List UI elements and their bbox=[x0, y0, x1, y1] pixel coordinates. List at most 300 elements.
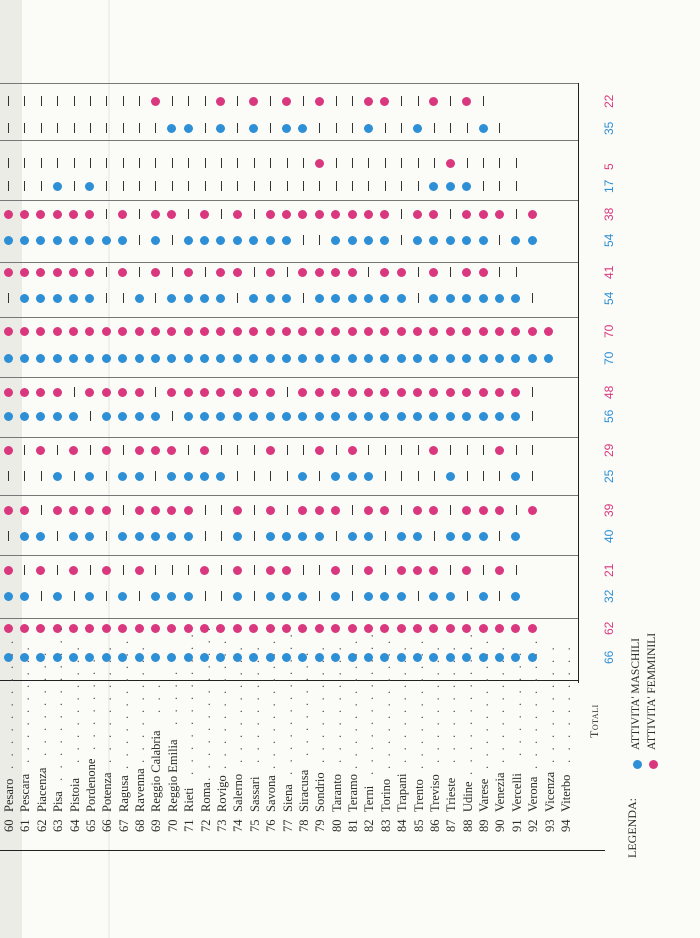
female-activity-dot bbox=[20, 624, 29, 633]
male-activity-dot bbox=[446, 412, 455, 421]
female-activity-dot bbox=[315, 97, 324, 106]
no-activity-dash bbox=[57, 531, 58, 541]
no-activity-dash bbox=[41, 96, 42, 106]
female-activity-dot bbox=[20, 268, 29, 277]
no-activity-dash bbox=[450, 445, 451, 455]
male-activity-dot bbox=[413, 412, 422, 421]
female-activity-dot bbox=[85, 268, 94, 277]
no-activity-dash bbox=[155, 293, 156, 303]
female-activity-dot bbox=[249, 327, 258, 336]
male-activity-dot bbox=[233, 354, 242, 363]
female-activity-dot bbox=[135, 506, 144, 515]
male-activity-dot bbox=[69, 354, 78, 363]
total-male: 17 bbox=[602, 179, 616, 193]
male-activity-dot bbox=[511, 412, 520, 421]
male-activity-dot bbox=[118, 592, 127, 601]
male-activity-dot bbox=[511, 294, 520, 303]
male-activity-dot bbox=[348, 236, 357, 245]
female-activity-dot bbox=[364, 327, 373, 336]
no-activity-dash bbox=[24, 471, 25, 481]
no-activity-dash bbox=[287, 267, 288, 277]
no-activity-dash bbox=[336, 181, 337, 191]
no-activity-dash bbox=[221, 505, 222, 515]
no-activity-dash bbox=[336, 123, 337, 133]
female-activity-dot bbox=[331, 327, 340, 336]
female-activity-dot bbox=[184, 327, 193, 336]
female-activity-dot bbox=[479, 268, 488, 277]
female-activity-dot bbox=[102, 506, 111, 515]
male-activity-dot bbox=[233, 592, 242, 601]
male-activity-dot bbox=[20, 294, 29, 303]
no-activity-dash bbox=[467, 123, 468, 133]
male-activity-dot bbox=[118, 472, 127, 481]
female-activity-dot bbox=[348, 388, 357, 397]
city-name: Ravenna bbox=[133, 768, 148, 812]
no-activity-dash bbox=[205, 591, 206, 601]
no-activity-dash bbox=[418, 591, 419, 601]
male-activity-dot bbox=[397, 294, 406, 303]
male-activity-dot bbox=[249, 294, 258, 303]
row-number: 87 bbox=[444, 819, 459, 832]
total-male: 70 bbox=[602, 351, 616, 365]
no-activity-dash bbox=[368, 267, 369, 277]
female-activity-dot bbox=[315, 159, 324, 168]
leader-dots: . . . . . . . . . . bbox=[328, 643, 344, 763]
female-activity-dot bbox=[528, 327, 537, 336]
leader-dots: . . . . . . . . . . . . . bbox=[197, 624, 213, 782]
no-activity-dash bbox=[401, 505, 402, 515]
female-activity-dot bbox=[233, 327, 242, 336]
no-activity-dash bbox=[74, 387, 75, 397]
no-activity-dash bbox=[172, 158, 173, 168]
male-activity-dot bbox=[413, 354, 422, 363]
row-number: 80 bbox=[329, 819, 344, 832]
no-activity-dash bbox=[352, 96, 353, 106]
female-activity-dot bbox=[348, 624, 357, 633]
male-activity-dot bbox=[4, 236, 13, 245]
male-activity-dot bbox=[135, 354, 144, 363]
leader-dots: . . . . . . . . . . bbox=[99, 643, 115, 763]
male-activity-dot bbox=[216, 236, 225, 245]
no-activity-dash bbox=[254, 445, 255, 455]
male-activity-dot bbox=[511, 354, 520, 363]
no-activity-dash bbox=[188, 445, 189, 455]
male-activity-dot bbox=[53, 236, 62, 245]
female-activity-dot bbox=[216, 327, 225, 336]
female-activity-dot bbox=[266, 327, 275, 336]
female-activity-dot bbox=[429, 388, 438, 397]
male-activity-dot bbox=[184, 124, 193, 133]
male-activity-dot bbox=[282, 124, 291, 133]
leader-dots: . . . . . . . . . . bbox=[312, 643, 328, 763]
female-activity-dot bbox=[495, 327, 504, 336]
city-name: Salerno bbox=[231, 773, 246, 812]
no-activity-dash bbox=[483, 158, 484, 168]
no-activity-dash bbox=[319, 123, 320, 133]
no-activity-dash bbox=[205, 158, 206, 168]
row-number: 67 bbox=[116, 819, 131, 832]
city-name: Vercelli bbox=[509, 773, 524, 812]
female-activity-dot bbox=[413, 624, 422, 633]
female-activity-dot bbox=[298, 268, 307, 277]
no-activity-dash bbox=[254, 531, 255, 541]
male-activity-dot bbox=[85, 236, 94, 245]
female-activity-dot bbox=[282, 97, 291, 106]
row-number: 61 bbox=[18, 819, 33, 832]
female-activity-dot bbox=[69, 506, 78, 515]
female-activity-dot bbox=[184, 388, 193, 397]
male-activity-dot bbox=[53, 354, 62, 363]
male-activity-dot bbox=[315, 412, 324, 421]
female-activity-dot bbox=[511, 624, 520, 633]
total-female: 48 bbox=[602, 385, 616, 399]
no-activity-dash bbox=[434, 158, 435, 168]
female-activity-dot bbox=[495, 506, 504, 515]
female-activity-dot bbox=[216, 268, 225, 277]
no-activity-dash bbox=[385, 565, 386, 575]
male-activity-dot bbox=[216, 472, 225, 481]
male-activity-dot bbox=[479, 294, 488, 303]
female-activity-dot bbox=[233, 268, 242, 277]
female-activity-dot bbox=[331, 388, 340, 397]
female-activity-dot bbox=[446, 159, 455, 168]
male-activity-dot bbox=[53, 182, 62, 191]
female-activity-dot bbox=[167, 327, 176, 336]
male-activity-dot bbox=[4, 412, 13, 421]
female-activity-dot bbox=[315, 388, 324, 397]
male-activity-dot bbox=[298, 532, 307, 541]
male-activity-dot bbox=[429, 294, 438, 303]
female-activity-dot bbox=[69, 268, 78, 277]
female-activity-dot bbox=[462, 268, 471, 277]
female-activity-dot bbox=[495, 446, 504, 455]
city-name: Pescara bbox=[18, 773, 33, 812]
no-activity-dash bbox=[418, 267, 419, 277]
city-name: Teramo bbox=[346, 774, 361, 812]
no-activity-dash bbox=[270, 158, 271, 168]
no-activity-dash bbox=[24, 123, 25, 133]
female-activity-dot bbox=[331, 210, 340, 219]
male-activity-dot bbox=[479, 236, 488, 245]
group-divider bbox=[0, 317, 578, 318]
female-activity-dot bbox=[479, 624, 488, 633]
total-female: 39 bbox=[602, 503, 616, 517]
female-activity-dot bbox=[102, 566, 111, 575]
male-activity-dot bbox=[36, 532, 45, 541]
no-activity-dash bbox=[303, 293, 304, 303]
male-activity-dot bbox=[364, 412, 373, 421]
no-activity-dash bbox=[499, 123, 500, 133]
male-activity-dot bbox=[380, 592, 389, 601]
female-activity-dot bbox=[266, 210, 275, 219]
leader-dots: . . . . . . . . . . . . bbox=[361, 631, 377, 775]
female-activity-dot bbox=[151, 210, 160, 219]
female-activity-dot bbox=[331, 506, 340, 515]
male-activity-dot bbox=[216, 354, 225, 363]
male-activity-dot bbox=[298, 592, 307, 601]
leader-dots: . . . . . . . . . bbox=[508, 650, 524, 757]
female-activity-dot bbox=[151, 327, 160, 336]
row-number: 94 bbox=[559, 819, 573, 832]
female-activity-dot bbox=[479, 327, 488, 336]
no-activity-dash bbox=[106, 181, 107, 191]
leader-dots: . . . . . . . . . . . . bbox=[459, 631, 475, 775]
male-activity-dot bbox=[413, 532, 422, 541]
female-activity-dot bbox=[233, 624, 242, 633]
male-activity-dot bbox=[298, 354, 307, 363]
group-divider bbox=[0, 262, 578, 263]
female-activity-dot bbox=[331, 624, 340, 633]
no-activity-dash bbox=[24, 181, 25, 191]
male-activity-dot bbox=[397, 592, 406, 601]
city-name: Viterbo bbox=[559, 774, 573, 812]
no-activity-dash bbox=[205, 123, 206, 133]
female-activity-dot bbox=[85, 506, 94, 515]
female-activity-dot bbox=[380, 268, 389, 277]
no-activity-dash bbox=[499, 181, 500, 191]
male-activity-dot bbox=[85, 472, 94, 481]
no-activity-dash bbox=[254, 565, 255, 575]
no-activity-dash bbox=[106, 209, 107, 219]
male-activity-dot bbox=[184, 294, 193, 303]
female-activity-dot bbox=[69, 210, 78, 219]
male-activity-dot bbox=[446, 294, 455, 303]
no-activity-dash bbox=[188, 96, 189, 106]
no-activity-dash bbox=[172, 411, 173, 421]
no-activity-dash bbox=[106, 158, 107, 168]
female-activity-dot bbox=[4, 388, 13, 397]
no-activity-dash bbox=[516, 158, 517, 168]
no-activity-dash bbox=[139, 123, 140, 133]
no-activity-dash bbox=[106, 531, 107, 541]
male-activity-dot bbox=[102, 236, 111, 245]
female-activity-dot bbox=[85, 624, 94, 633]
row-number: 84 bbox=[395, 819, 410, 832]
male-activity-dot bbox=[266, 294, 275, 303]
no-activity-dash bbox=[418, 471, 419, 481]
male-activity-dot bbox=[511, 592, 520, 601]
no-activity-dash bbox=[319, 565, 320, 575]
male-activity-dot bbox=[397, 532, 406, 541]
no-activity-dash bbox=[270, 96, 271, 106]
female-activity-dot bbox=[151, 506, 160, 515]
no-activity-dash bbox=[254, 267, 255, 277]
row-number: 78 bbox=[296, 819, 311, 832]
city-name: Vicenza bbox=[542, 771, 557, 812]
male-activity-dot bbox=[167, 532, 176, 541]
group-divider bbox=[0, 200, 578, 201]
leader-dots: . . . . . . . . . . . bbox=[115, 637, 131, 769]
female-activity-dot bbox=[200, 210, 209, 219]
total-male: 40 bbox=[602, 529, 616, 543]
male-activity-dot bbox=[233, 532, 242, 541]
female-activity-dot bbox=[397, 624, 406, 633]
male-activity-dot bbox=[511, 532, 520, 541]
city-name: Roma bbox=[198, 782, 213, 812]
no-activity-dash bbox=[155, 471, 156, 481]
no-activity-dash bbox=[434, 531, 435, 541]
no-activity-dash bbox=[254, 591, 255, 601]
male-activity-dot bbox=[20, 236, 29, 245]
male-activity-dot bbox=[36, 236, 45, 245]
city-name: Rieti bbox=[182, 787, 197, 812]
female-activity-dot bbox=[495, 624, 504, 633]
no-activity-dash bbox=[287, 505, 288, 515]
female-activity-dot bbox=[151, 624, 160, 633]
no-activity-dash bbox=[516, 267, 517, 277]
no-activity-dash bbox=[483, 181, 484, 191]
female-activity-dot bbox=[151, 446, 160, 455]
leader-dots: . . . . . . . . . . bbox=[492, 643, 508, 763]
city-name: Reggio Calabria bbox=[149, 730, 164, 812]
leader-dots: . . . . . . . . . . . bbox=[213, 637, 229, 769]
no-activity-dash bbox=[532, 471, 533, 481]
city-name: Piacenza bbox=[34, 767, 49, 812]
row-number: 64 bbox=[67, 819, 82, 832]
male-activity-dot bbox=[479, 532, 488, 541]
legend-male-dot bbox=[633, 760, 642, 769]
no-activity-dash bbox=[123, 123, 124, 133]
no-activity-dash bbox=[303, 445, 304, 455]
grid-right-border bbox=[578, 83, 579, 683]
female-activity-dot bbox=[380, 506, 389, 515]
female-activity-dot bbox=[511, 388, 520, 397]
no-activity-dash bbox=[155, 565, 156, 575]
no-activity-dash bbox=[303, 158, 304, 168]
female-activity-dot bbox=[69, 446, 78, 455]
female-activity-dot bbox=[167, 624, 176, 633]
male-activity-dot bbox=[331, 236, 340, 245]
city-name: Treviso bbox=[427, 774, 442, 812]
no-activity-dash bbox=[270, 471, 271, 481]
female-activity-dot bbox=[429, 97, 438, 106]
no-activity-dash bbox=[205, 96, 206, 106]
male-activity-dot bbox=[462, 294, 471, 303]
female-activity-dot bbox=[462, 97, 471, 106]
male-activity-dot bbox=[266, 354, 275, 363]
male-activity-dot bbox=[315, 354, 324, 363]
no-activity-dash bbox=[352, 181, 353, 191]
legend-female-dot bbox=[649, 760, 658, 769]
no-activity-dash bbox=[237, 158, 238, 168]
female-activity-dot bbox=[348, 446, 357, 455]
female-activity-dot bbox=[495, 566, 504, 575]
no-activity-dash bbox=[221, 181, 222, 191]
no-activity-dash bbox=[287, 445, 288, 455]
total-female: 41 bbox=[602, 265, 616, 279]
no-activity-dash bbox=[287, 181, 288, 191]
female-activity-dot bbox=[413, 210, 422, 219]
male-activity-dot bbox=[36, 354, 45, 363]
city-name: Siena bbox=[280, 784, 295, 812]
no-activity-dash bbox=[352, 123, 353, 133]
female-activity-dot bbox=[446, 388, 455, 397]
female-activity-dot bbox=[53, 506, 62, 515]
no-activity-dash bbox=[123, 505, 124, 515]
female-activity-dot bbox=[266, 446, 275, 455]
female-activity-dot bbox=[429, 566, 438, 575]
male-activity-dot bbox=[266, 412, 275, 421]
male-activity-dot bbox=[85, 532, 94, 541]
no-activity-dash bbox=[352, 565, 353, 575]
male-activity-dot bbox=[446, 532, 455, 541]
no-activity-dash bbox=[483, 96, 484, 106]
male-activity-dot bbox=[282, 354, 291, 363]
male-activity-dot bbox=[151, 412, 160, 421]
city-name: Trapani bbox=[395, 773, 410, 812]
female-activity-dot bbox=[53, 268, 62, 277]
no-activity-dash bbox=[188, 565, 189, 575]
female-activity-dot bbox=[446, 624, 455, 633]
no-activity-dash bbox=[401, 96, 402, 106]
male-activity-dot bbox=[151, 592, 160, 601]
no-activity-dash bbox=[532, 411, 533, 421]
female-activity-dot bbox=[364, 566, 373, 575]
leader-dots: . . . . . . . . . . bbox=[558, 643, 573, 763]
city-name: Reggio Emilia bbox=[165, 739, 180, 812]
no-activity-dash bbox=[237, 293, 238, 303]
row-number: 79 bbox=[313, 819, 328, 832]
leader-dots: . . . . . . . . . . bbox=[132, 643, 148, 763]
female-activity-dot bbox=[364, 506, 373, 515]
city-name: Rovigo bbox=[214, 775, 229, 812]
no-activity-dash bbox=[123, 565, 124, 575]
female-activity-dot bbox=[331, 566, 340, 575]
female-activity-dot bbox=[298, 388, 307, 397]
no-activity-dash bbox=[336, 158, 337, 168]
no-activity-dash bbox=[352, 158, 353, 168]
male-activity-dot bbox=[167, 472, 176, 481]
no-activity-dash bbox=[123, 445, 124, 455]
female-activity-dot bbox=[102, 446, 111, 455]
male-activity-dot bbox=[102, 354, 111, 363]
male-activity-dot bbox=[266, 592, 275, 601]
male-activity-dot bbox=[85, 592, 94, 601]
male-activity-dot bbox=[348, 532, 357, 541]
no-activity-dash bbox=[418, 293, 419, 303]
female-activity-dot bbox=[282, 566, 291, 575]
no-activity-dash bbox=[74, 591, 75, 601]
no-activity-dash bbox=[287, 387, 288, 397]
female-activity-dot bbox=[135, 388, 144, 397]
no-activity-dash bbox=[418, 96, 419, 106]
female-activity-dot bbox=[85, 388, 94, 397]
male-activity-dot bbox=[544, 354, 553, 363]
row-number: 68 bbox=[133, 819, 148, 832]
male-activity-dot bbox=[20, 412, 29, 421]
male-activity-dot bbox=[184, 236, 193, 245]
female-activity-dot bbox=[298, 624, 307, 633]
male-activity-dot bbox=[282, 412, 291, 421]
no-activity-dash bbox=[418, 158, 419, 168]
no-activity-dash bbox=[139, 267, 140, 277]
row-number: 88 bbox=[460, 819, 475, 832]
female-activity-dot bbox=[380, 210, 389, 219]
no-activity-dash bbox=[434, 471, 435, 481]
male-activity-dot bbox=[4, 592, 13, 601]
row-number: 90 bbox=[493, 819, 508, 832]
male-activity-dot bbox=[200, 472, 209, 481]
leader-dots: . . . . . . . . . . . . bbox=[279, 631, 295, 775]
total-male: 35 bbox=[602, 121, 616, 135]
male-activity-dot bbox=[298, 412, 307, 421]
city-name: Pordenone bbox=[83, 758, 98, 812]
no-activity-dash bbox=[303, 181, 304, 191]
no-activity-dash bbox=[401, 235, 402, 245]
female-activity-dot bbox=[167, 506, 176, 515]
no-activity-dash bbox=[41, 181, 42, 191]
no-activity-dash bbox=[221, 565, 222, 575]
